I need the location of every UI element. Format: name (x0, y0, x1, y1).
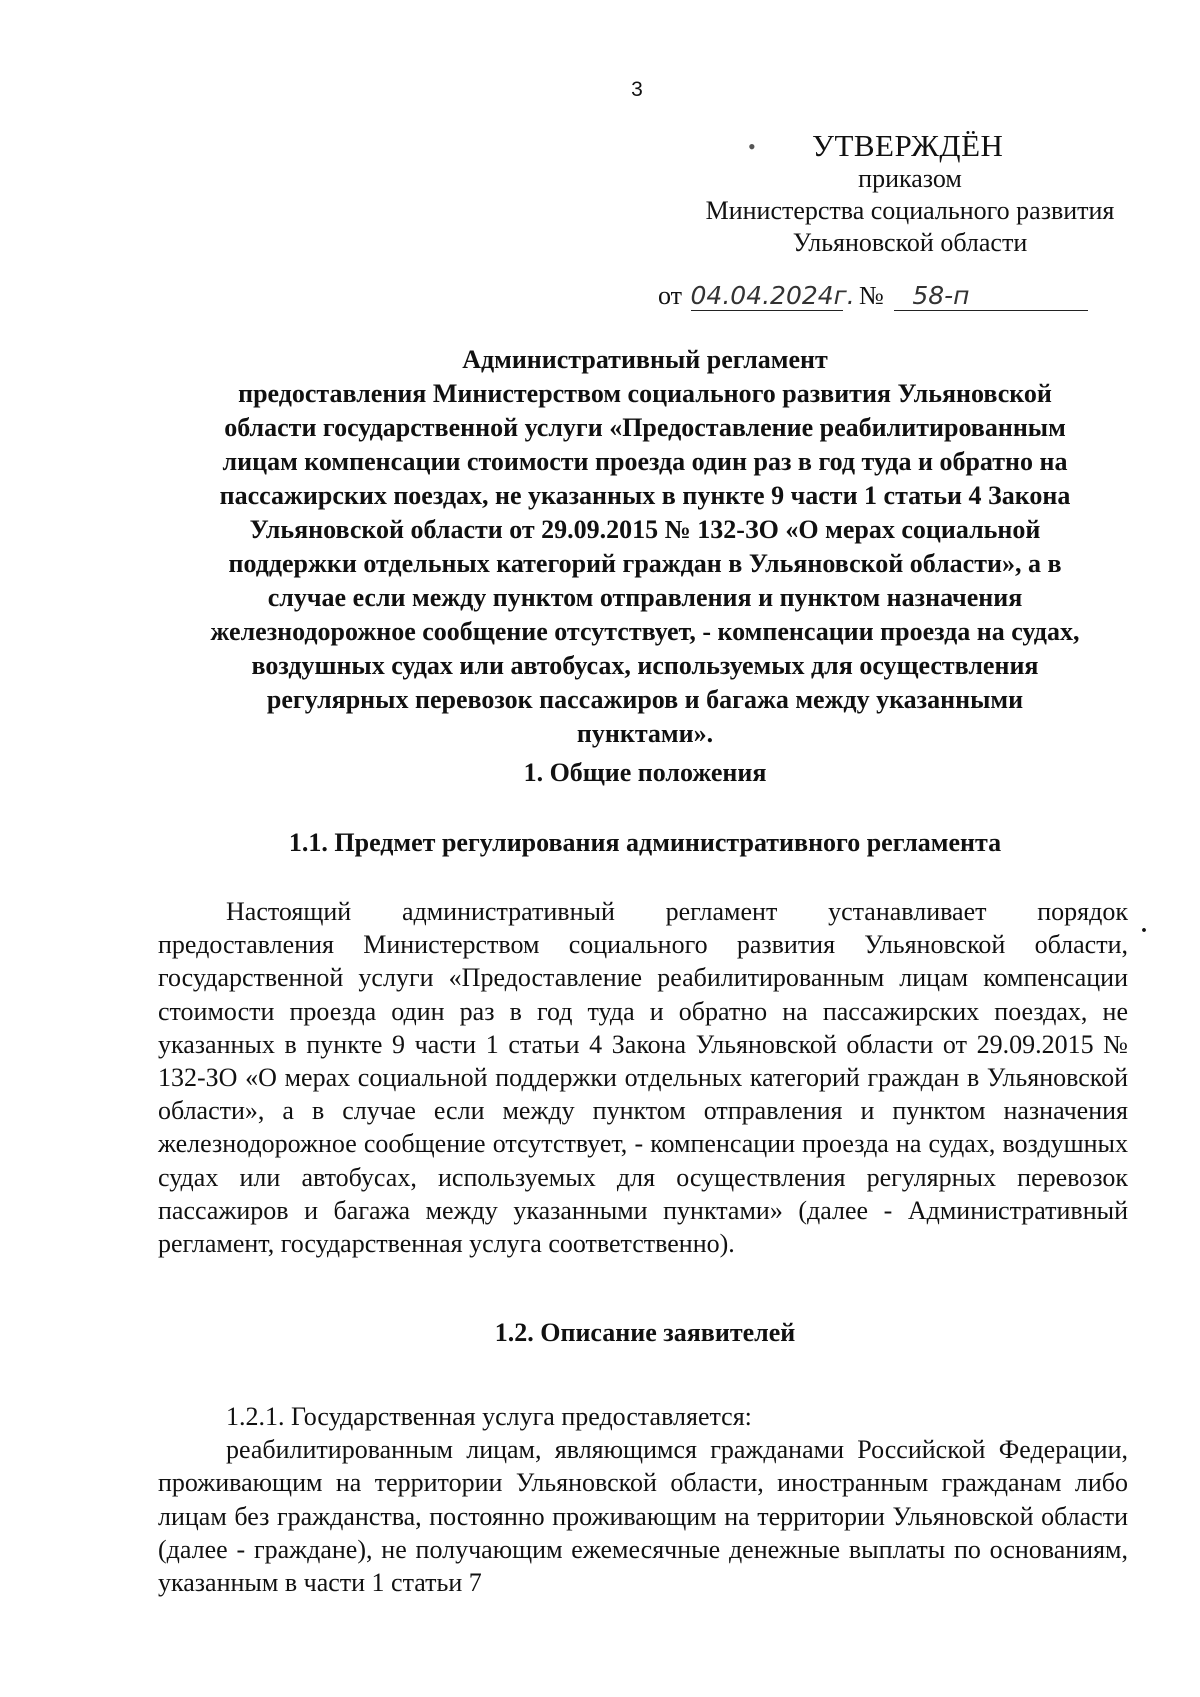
paragraph-subject (158, 895, 1128, 1260)
handwritten-order-number: 58-п (894, 282, 1088, 311)
subsection-heading-subject: 1.1. Предмет регулирования административного регламента (288, 828, 1002, 857)
margin-dot-mark: . (1141, 912, 1147, 938)
title-line: области государственной услуги «Предоставление реабилитированным (224, 413, 1066, 442)
page-number: 3 (631, 78, 643, 101)
number-prefix: № (859, 281, 884, 310)
section-heading-general: 1. Общие положения (523, 758, 767, 787)
paragraph-applicants (158, 1400, 1128, 1599)
title-line: случае если между пунктом отправления и пунктом назначения (267, 583, 1023, 612)
scan-dot-mark: • (748, 134, 756, 159)
approval-stamp-title: УТВЕРЖДЁН (812, 128, 1004, 163)
paragraph-text: реабилитированным лицам, являющимся гражданами Российской Федерации, проживающим на территории Ульяновской области, иностранным гражданам либо лицам без гражданства, постоянно проживающим на территории Ульяновской области (далее - граждане), не получающим ежемесячные денежные выплаты по основаниям, указанным в части 1 статьи 7 (158, 1435, 1128, 1598)
title-line: пунктами». (576, 719, 714, 748)
subsection-heading-applicants: 1.2. Описание заявителей (494, 1318, 796, 1347)
title-line: Ульяновской области от 29.09.2015 № 132-ЗО «О мерах социальной (249, 515, 1041, 544)
approval-order-line: приказом (858, 164, 962, 193)
date-prefix: от (658, 281, 683, 310)
title-line: воздушных судах или автобусах, используемых для осуществления (251, 651, 1039, 680)
document-title (150, 343, 1140, 751)
paragraph-text: 1.2.1. Государственная услуга предоставляется: (226, 1402, 752, 1431)
handwritten-date: 04.04.2024г. (690, 281, 855, 310)
title-line: регулярных перевозок пассажиров и багажа между указанными (266, 685, 1024, 714)
paragraph-text: Настоящий административный регламент устанавливает порядок предоставления Министерством социального развития Ульяновской области, государственной услуги «Предоставление реабилитированным лицам компенсации стоимости проезда один раз в год туда и обратно на пассажирских поездах, не указанных в пункте 9 части 1 статьи 4 Закона Ульяновской области от 29.09.2015 № 132-ЗО «О мерах социальной поддержки отдельных категорий граждан в Ульяновской области», а в случае если между пунктом отправления и пунктом назначения железнодорожное сообщение отсутствует, - компенсации проезда на судах, воздушных судах или автобусах, используемых для осуществления регулярных перевозок пассажиров и багажа между указанными пунктами» (далее - Административный регламент, государственная услуга соответственно). (158, 897, 1128, 1259)
title-line: железнодорожное сообщение отсутствует, - компенсации проезда на судах, (210, 617, 1080, 646)
title-line: поддержки отдельных категорий граждан в Ульяновской области», а в (228, 549, 1062, 578)
title-line: предоставления Министерством социального развития Ульяновской (238, 379, 1052, 408)
title-line: Административный регламент (462, 345, 828, 374)
approval-date-line (658, 281, 1088, 311)
approval-region-line: Ульяновской области (792, 228, 1028, 257)
title-line: лицам компенсации стоимости проезда один раз в год туда и обратно на (222, 447, 1068, 476)
approval-ministry-line: Министерства социального развития (705, 196, 1115, 225)
title-line: пассажирских поездах, не указанных в пункте 9 части 1 статьи 4 Закона (219, 481, 1071, 510)
